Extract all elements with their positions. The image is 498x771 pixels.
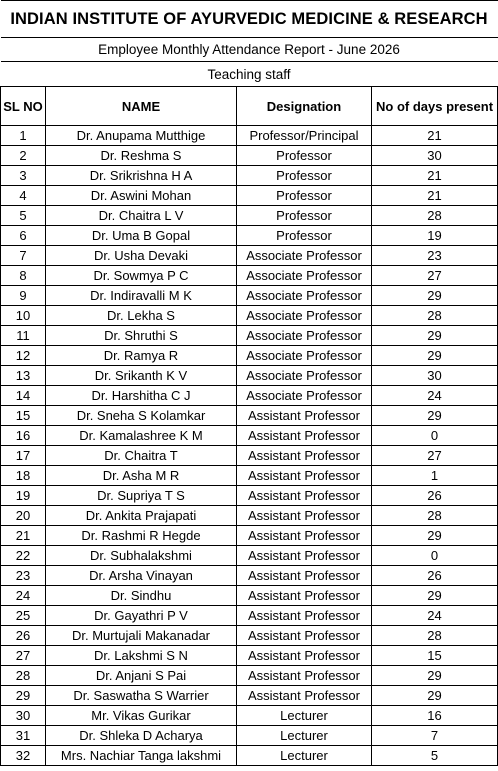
cell-sl-no: 23 (1, 566, 46, 586)
cell-name: Dr. Asha M R (46, 466, 237, 486)
cell-name: Dr. Aswini Mohan (46, 186, 237, 206)
report-subtitle: Employee Monthly Attendance Report - June 2026 (1, 38, 498, 62)
cell-days-present: 29 (372, 666, 498, 686)
table-row (1, 546, 498, 566)
cell-days-present: 0 (372, 546, 498, 566)
cell-sl-no: 4 (1, 186, 46, 206)
cell-sl-no: 7 (1, 246, 46, 266)
cell-designation: Professor (237, 226, 372, 246)
table-row (1, 746, 498, 766)
cell-sl-no: 25 (1, 606, 46, 626)
cell-designation: Assistant Professor (237, 486, 372, 506)
cell-name: Dr. Sowmya P C (46, 266, 237, 286)
header-sl-no: SL NO (1, 87, 46, 126)
cell-name: Dr. Subhalakshmi (46, 546, 237, 566)
table-row (1, 166, 498, 186)
table-row (1, 426, 498, 446)
cell-designation: Professor (237, 206, 372, 226)
cell-days-present: 19 (372, 226, 498, 246)
table-row (1, 306, 498, 326)
cell-days-present: 29 (372, 586, 498, 606)
cell-designation: Assistant Professor (237, 546, 372, 566)
cell-days-present: 26 (372, 566, 498, 586)
cell-days-present: 21 (372, 126, 498, 146)
subtitle-row (1, 38, 498, 62)
table-row (1, 586, 498, 606)
cell-name: Dr. Chaitra L V (46, 206, 237, 226)
cell-sl-no: 29 (1, 686, 46, 706)
cell-designation: Associate Professor (237, 246, 372, 266)
title-row (1, 1, 498, 38)
cell-sl-no: 10 (1, 306, 46, 326)
cell-days-present: 5 (372, 746, 498, 766)
cell-name: Dr. Sneha S Kolamkar (46, 406, 237, 426)
cell-designation: Lecturer (237, 726, 372, 746)
table-row (1, 486, 498, 506)
cell-sl-no: 17 (1, 446, 46, 466)
cell-name: Dr. Usha Devaki (46, 246, 237, 266)
cell-sl-no: 22 (1, 546, 46, 566)
cell-sl-no: 28 (1, 666, 46, 686)
cell-name: Dr. Sindhu (46, 586, 237, 606)
cell-name: Dr. Gayathri P V (46, 606, 237, 626)
cell-name: Mr. Vikas Gurikar (46, 706, 237, 726)
cell-designation: Professor (237, 166, 372, 186)
cell-name: Dr. Harshitha C J (46, 386, 237, 406)
cell-sl-no: 19 (1, 486, 46, 506)
cell-name: Dr. Arsha Vinayan (46, 566, 237, 586)
table-row (1, 366, 498, 386)
cell-sl-no: 30 (1, 706, 46, 726)
cell-name: Dr. Srikanth K V (46, 366, 237, 386)
cell-name: Dr. Murtujali Makanadar (46, 626, 237, 646)
cell-designation: Assistant Professor (237, 626, 372, 646)
cell-name: Mrs. Nachiar Tanga lakshmi (46, 746, 237, 766)
cell-name: Dr. Uma B Gopal (46, 226, 237, 246)
cell-designation: Assistant Professor (237, 446, 372, 466)
table-row (1, 726, 498, 746)
table-row (1, 386, 498, 406)
table-row (1, 146, 498, 166)
table-row (1, 286, 498, 306)
cell-name: Dr. Anjani S Pai (46, 666, 237, 686)
cell-sl-no: 11 (1, 326, 46, 346)
cell-designation: Assistant Professor (237, 686, 372, 706)
cell-days-present: 21 (372, 186, 498, 206)
cell-designation: Associate Professor (237, 266, 372, 286)
table-row (1, 326, 498, 346)
cell-days-present: 27 (372, 266, 498, 286)
cell-days-present: 0 (372, 426, 498, 446)
cell-name: Dr. Indiravalli M K (46, 286, 237, 306)
cell-designation: Professor (237, 146, 372, 166)
cell-designation: Associate Professor (237, 306, 372, 326)
cell-designation: Assistant Professor (237, 406, 372, 426)
header-name: NAME (46, 87, 237, 126)
cell-sl-no: 26 (1, 626, 46, 646)
cell-designation: Associate Professor (237, 326, 372, 346)
cell-days-present: 30 (372, 366, 498, 386)
section-row (1, 62, 498, 87)
cell-days-present: 16 (372, 706, 498, 726)
header-designation: Designation (237, 87, 372, 126)
column-header-row (1, 87, 498, 126)
cell-days-present: 28 (372, 306, 498, 326)
cell-designation: Assistant Professor (237, 646, 372, 666)
cell-days-present: 15 (372, 646, 498, 666)
cell-days-present: 23 (372, 246, 498, 266)
cell-sl-no: 6 (1, 226, 46, 246)
table-row (1, 186, 498, 206)
cell-sl-no: 21 (1, 526, 46, 546)
cell-designation: Assistant Professor (237, 566, 372, 586)
cell-days-present: 1 (372, 466, 498, 486)
cell-designation: Lecturer (237, 706, 372, 726)
table-row (1, 626, 498, 646)
cell-sl-no: 13 (1, 366, 46, 386)
cell-designation: Associate Professor (237, 366, 372, 386)
cell-designation: Assistant Professor (237, 666, 372, 686)
table-row (1, 566, 498, 586)
table-row (1, 466, 498, 486)
cell-name: Dr. Saswatha S Warrier (46, 686, 237, 706)
cell-sl-no: 12 (1, 346, 46, 366)
cell-name: Dr. Chaitra T (46, 446, 237, 466)
cell-sl-no: 24 (1, 586, 46, 606)
institute-title: INDIAN INSTITUTE OF AYURVEDIC MEDICINE & RESEARCH (1, 1, 498, 38)
cell-days-present: 29 (372, 406, 498, 426)
cell-name: Dr. Shleka D Acharya (46, 726, 237, 746)
cell-sl-no: 27 (1, 646, 46, 666)
cell-days-present: 24 (372, 386, 498, 406)
cell-name: Dr. Srikrishna H A (46, 166, 237, 186)
cell-days-present: 29 (372, 286, 498, 306)
cell-designation: Associate Professor (237, 286, 372, 306)
cell-name: Dr. Lekha S (46, 306, 237, 326)
cell-days-present: 28 (372, 506, 498, 526)
cell-sl-no: 16 (1, 426, 46, 446)
cell-sl-no: 8 (1, 266, 46, 286)
cell-designation: Assistant Professor (237, 606, 372, 626)
table-row (1, 346, 498, 366)
cell-name: Dr. Ankita Prajapati (46, 506, 237, 526)
cell-sl-no: 18 (1, 466, 46, 486)
cell-designation: Assistant Professor (237, 526, 372, 546)
table-row (1, 646, 498, 666)
table-row (1, 206, 498, 226)
cell-name: Dr. Kamalashree K M (46, 426, 237, 446)
cell-days-present: 30 (372, 146, 498, 166)
cell-days-present: 7 (372, 726, 498, 746)
table-row (1, 706, 498, 726)
table-row (1, 686, 498, 706)
cell-days-present: 29 (372, 526, 498, 546)
table-row (1, 246, 498, 266)
cell-designation: Associate Professor (237, 346, 372, 366)
cell-name: Dr. Lakshmi S N (46, 646, 237, 666)
cell-days-present: 28 (372, 206, 498, 226)
cell-sl-no: 9 (1, 286, 46, 306)
cell-designation: Assistant Professor (237, 586, 372, 606)
cell-designation: Professor/Principal (237, 126, 372, 146)
cell-sl-no: 15 (1, 406, 46, 426)
cell-sl-no: 20 (1, 506, 46, 526)
cell-days-present: 27 (372, 446, 498, 466)
cell-sl-no: 5 (1, 206, 46, 226)
cell-sl-no: 31 (1, 726, 46, 746)
cell-designation: Assistant Professor (237, 466, 372, 486)
table-row (1, 506, 498, 526)
cell-days-present: 24 (372, 606, 498, 626)
cell-days-present: 29 (372, 346, 498, 366)
cell-days-present: 29 (372, 326, 498, 346)
cell-days-present: 21 (372, 166, 498, 186)
cell-designation: Associate Professor (237, 386, 372, 406)
cell-designation: Professor (237, 186, 372, 206)
table-row (1, 666, 498, 686)
cell-name: Dr. Rashmi R Hegde (46, 526, 237, 546)
table-row (1, 266, 498, 286)
section-label: Teaching staff (1, 62, 498, 87)
cell-designation: Assistant Professor (237, 506, 372, 526)
table-row (1, 226, 498, 246)
cell-name: Dr. Ramya R (46, 346, 237, 366)
cell-sl-no: 1 (1, 126, 46, 146)
table-row (1, 126, 498, 146)
cell-days-present: 26 (372, 486, 498, 506)
table-row (1, 406, 498, 426)
cell-sl-no: 3 (1, 166, 46, 186)
cell-sl-no: 14 (1, 386, 46, 406)
cell-designation: Lecturer (237, 746, 372, 766)
cell-name: Dr. Reshma S (46, 146, 237, 166)
header-days-present: No of days present (372, 87, 498, 126)
cell-days-present: 29 (372, 686, 498, 706)
table-row (1, 526, 498, 546)
cell-days-present: 28 (372, 626, 498, 646)
table-row (1, 446, 498, 466)
table-body (1, 126, 498, 766)
cell-sl-no: 2 (1, 146, 46, 166)
cell-sl-no: 32 (1, 746, 46, 766)
cell-designation: Assistant Professor (237, 426, 372, 446)
cell-name: Dr. Anupama Mutthige (46, 126, 237, 146)
cell-name: Dr. Supriya T S (46, 486, 237, 506)
cell-name: Dr. Shruthi S (46, 326, 237, 346)
table-row (1, 606, 498, 626)
